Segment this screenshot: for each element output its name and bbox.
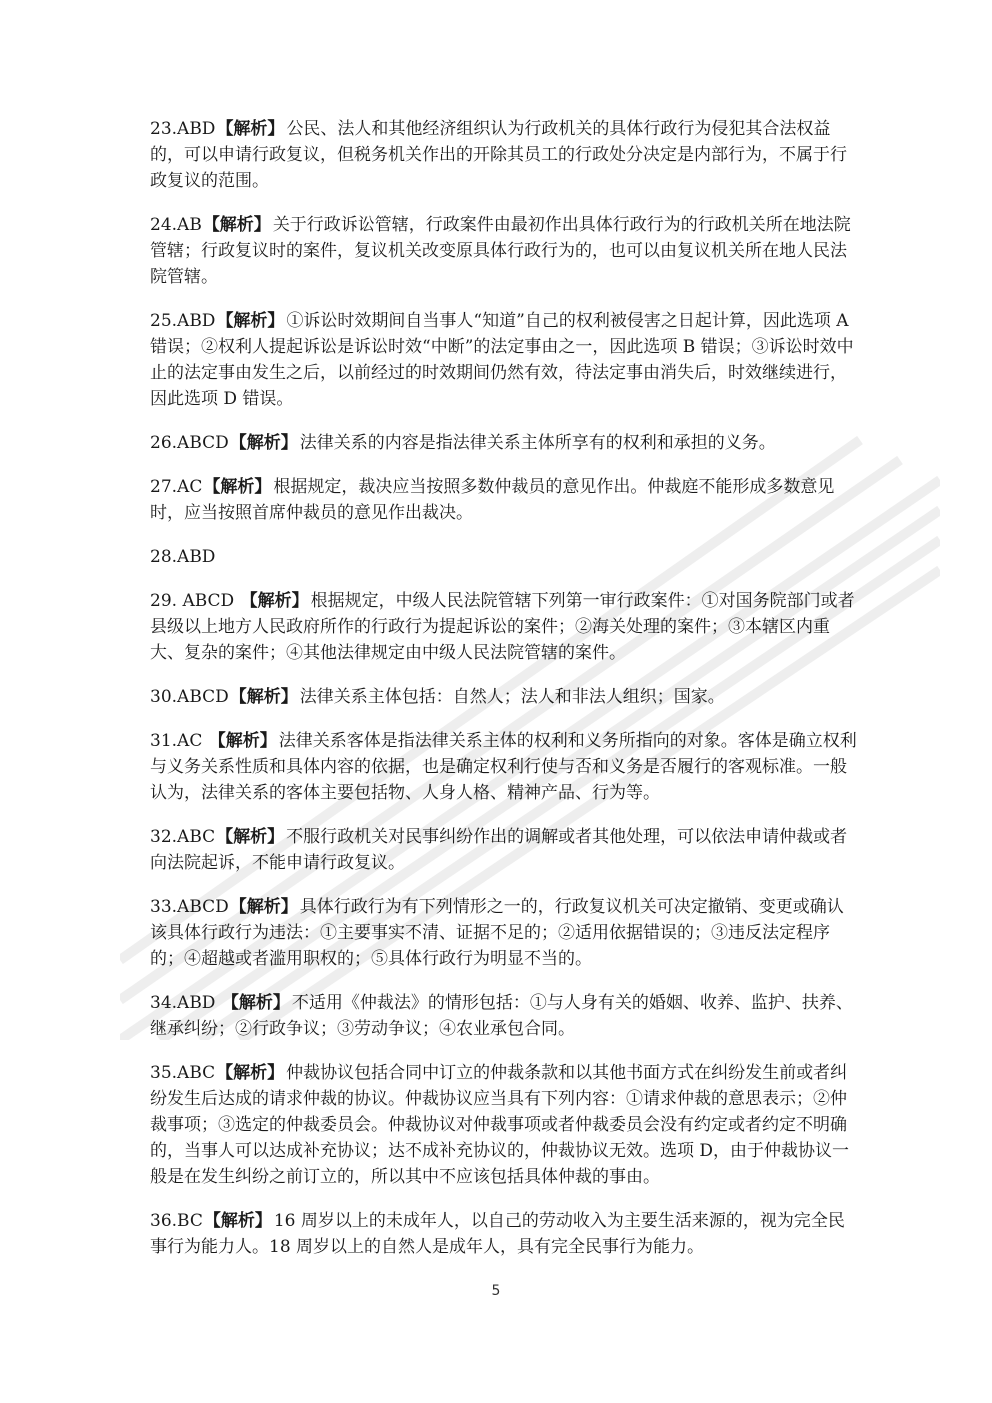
answer-item xyxy=(150,1208,860,1260)
answer-text: 法律关系主体包括：自然人；法人和非法人组织；国家。 xyxy=(299,687,725,707)
answer-number: 23.ABD xyxy=(150,119,216,139)
answer-text: 不适用《仲裁法》的情形包括：①与人身有关的婚姻、收养、监护、扶养、继承纠纷；②行政争议；③劳动争议；④农业承包合同。 xyxy=(150,993,853,1039)
analysis-tag: 【解析】 xyxy=(208,731,277,751)
analysis-tag: 【解析】 xyxy=(221,993,290,1013)
answer-item xyxy=(150,728,860,806)
answer-item xyxy=(150,212,860,290)
answer-number: 29. ABCD xyxy=(150,591,240,611)
answer-number: 24.AB xyxy=(150,215,202,235)
answer-item xyxy=(150,430,860,456)
page-number: 5 xyxy=(491,1283,501,1299)
answer-number: 28.ABD xyxy=(150,547,216,567)
answer-number: 27.AC xyxy=(150,477,203,497)
answer-item xyxy=(150,894,860,972)
answer-text: 法律关系客体是指法律关系主体的权利和义务所指向的对象。客体是确立权利与义务关系性质和具体内容的依据，也是确定权利行使与否和义务是否履行的客观标准。一般认为，法律关系的客体主要包括物、人身人格、精神产品、行为等。 xyxy=(150,731,857,803)
answer-number: 36.BC xyxy=(150,1211,203,1231)
answer-number: 30.ABCD xyxy=(150,687,229,707)
answer-text: 16 周岁以上的未成年人，以自己的劳动收入为主要生活来源的，视为完全民事行为能力人。18 周岁以上的自然人是成年人，具有完全民事行为能力。 xyxy=(150,1211,845,1257)
analysis-tag: 【解析】 xyxy=(203,1211,272,1231)
analysis-tag: 【解析】 xyxy=(216,311,285,331)
analysis-tag: 【解析】 xyxy=(216,1063,285,1083)
answer-item xyxy=(150,684,860,710)
answer-number: 32.ABC xyxy=(150,827,216,847)
answer-item xyxy=(150,544,860,570)
answer-text: 根据规定，中级人民法院管辖下列第一审行政案件：①对国务院部门或者县级以上地方人民政府所作的行政行为提起诉讼的案件；②海关处理的案件；③本辖区内重大、复杂的案件；④其他法律规定由中级人民法院管辖的案件。 xyxy=(150,591,855,663)
analysis-tag: 【解析】 xyxy=(229,433,298,453)
analysis-tag: 【解析】 xyxy=(229,897,298,917)
answer-item xyxy=(150,824,860,876)
answer-item xyxy=(150,474,860,526)
answer-item xyxy=(150,116,860,194)
answer-text: 法律关系的内容是指法律关系主体所享有的权利和承担的义务。 xyxy=(299,433,776,453)
analysis-tag: 【解析】 xyxy=(202,215,271,235)
answer-number: 34.ABD xyxy=(150,993,221,1013)
answer-item xyxy=(150,308,860,412)
answer-list xyxy=(150,116,860,1278)
answer-text: 不服行政机关对民事纠纷作出的调解或者其他处理，可以依法申请仲裁或者向法院起诉，不能申请行政复议。 xyxy=(150,827,848,873)
answer-text: 关于行政诉讼管辖，行政案件由最初作出具体行政行为的行政机关所在地法院管辖；行政复议时的案件，复议机关改变原具体行政行为的，也可以由复议机关所在地人民法院管辖。 xyxy=(150,215,851,287)
analysis-tag: 【解析】 xyxy=(229,687,298,707)
answer-text: 仲裁协议包括合同中订立的仲裁条款和以其他书面方式在纠纷发生前或者纠纷发生后达成的请求仲裁的协议。仲裁协议应当具有下列内容：①请求仲裁的意思表示；②仲裁事项；③选定的仲裁委员会。仲裁协议对仲裁事项或者仲裁委员会没有约定或者约定不明确的，当事人可以达成补充协议；达不成补充协议的，仲裁协议无效。选项 D，由于仲裁协议一般是在发生纠纷之前订立的，所以其中不应该包括具体仲裁的事由。 xyxy=(150,1063,850,1187)
analysis-tag: 【解析】 xyxy=(216,119,285,139)
answer-number: 31.AC xyxy=(150,731,208,751)
answer-text: 具体行政行为有下列情形之一的，行政复议机关可决定撤销、变更或确认该具体行政行为违法：①主要事实不清、证据不足的；②适用依据错误的；③违反法定程序的；④超越或者滥用职权的；⑤具体行政行为明显不当的。 xyxy=(150,897,844,969)
analysis-tag: 【解析】 xyxy=(216,827,285,847)
answer-text: 根据规定，裁决应当按照多数仲裁员的意见作出。仲裁庭不能形成多数意见时，应当按照首席仲裁员的意见作出裁决。 xyxy=(150,477,835,523)
answer-text: 公民、法人和其他经济组织认为行政机关的具体行政行为侵犯其合法权益的，可以申请行政复议，但税务机关作出的开除其员工的行政处分决定是内部行为，不属于行政复议的范围。 xyxy=(150,119,847,191)
answer-number: 26.ABCD xyxy=(150,433,229,453)
answer-number: 35.ABC xyxy=(150,1063,216,1083)
answer-item xyxy=(150,1060,860,1190)
analysis-tag: 【解析】 xyxy=(203,477,272,497)
answer-text: ①诉讼时效期间自当事人“知道”自己的权利被侵害之日起计算，因此选项 A 错误；②权利人提起诉讼是诉讼时效“中断”的法定事由之一，因此选项 B 错误；③诉讼时效中止的法定事由发生之后，以前经过的时效期间仍然有效，待法定事由消失后，时效继续进行，因此选项 D 错误。 xyxy=(150,311,854,409)
analysis-tag: 【解析】 xyxy=(240,591,309,611)
answer-item xyxy=(150,990,860,1042)
answer-number: 33.ABCD xyxy=(150,897,229,917)
answer-number: 25.ABD xyxy=(150,311,216,331)
answer-item xyxy=(150,588,860,666)
